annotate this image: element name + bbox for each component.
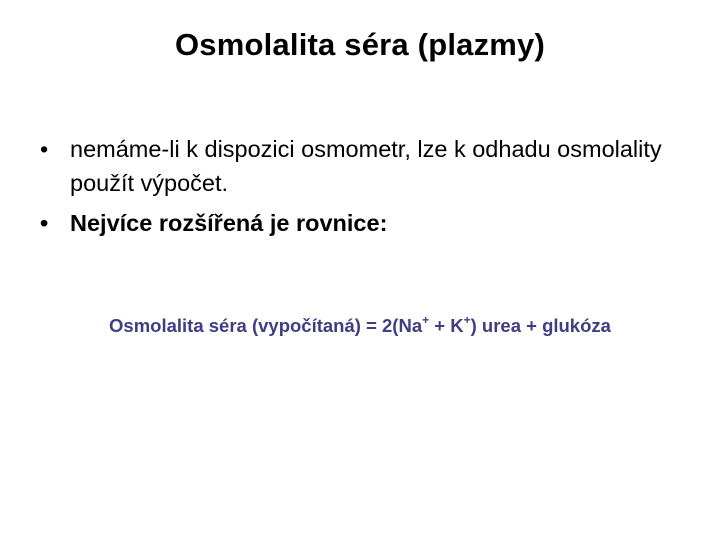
osmolality-equation	[0, 311, 720, 341]
bullet-item	[38, 206, 678, 240]
bullet-marker: •	[40, 136, 49, 162]
potassium-charge: +	[463, 313, 471, 327]
bullet-list	[38, 132, 678, 246]
equation-plus-potassium: + K	[429, 315, 464, 336]
bullet-text: Nejvíce rozšířená je rovnice:	[70, 210, 388, 236]
equation-open: = 2(Na	[360, 315, 423, 336]
bullet-marker: •	[40, 210, 49, 236]
sodium-charge: +	[422, 313, 430, 327]
bullet-item	[38, 132, 678, 200]
bullet-text: nemáme-li k dispozici osmometr, lze k odhadu osmolality použít výpočet.	[70, 136, 662, 196]
equation-rest: ) urea + glukóza	[470, 315, 611, 336]
slide-title: Osmolalita séra (plazmy)	[174, 27, 546, 62]
equation-lhs: Osmolalita séra (vypočítaná)	[109, 315, 361, 336]
